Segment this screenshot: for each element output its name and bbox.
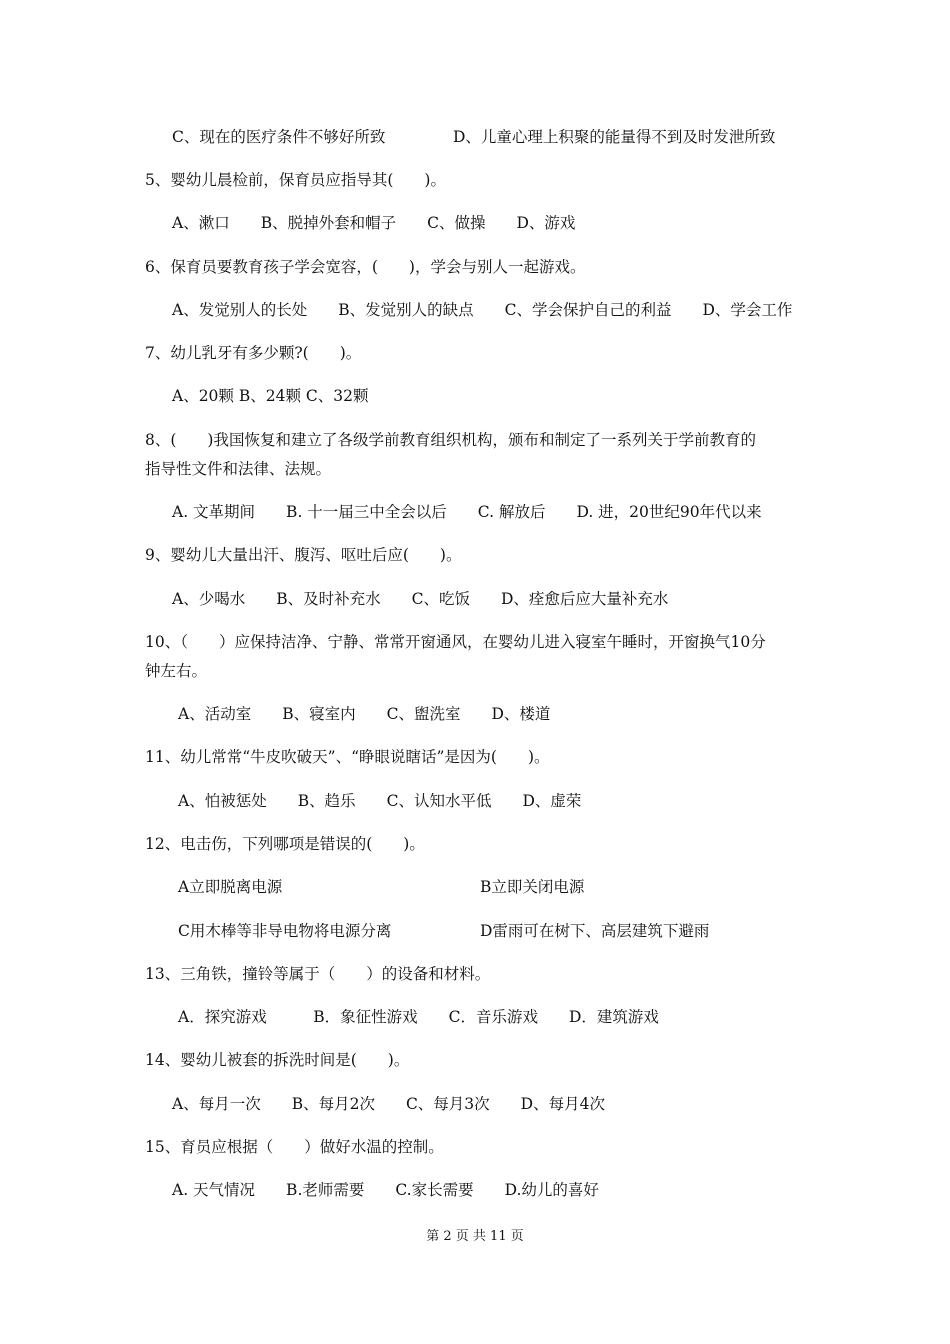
- q10-options: A、活动室 B、寝室内 C、盥洗室 D、楼道: [178, 705, 551, 723]
- question-8: 8、( )我国恢复和建立了各级学前教育组织机构，颁布和制定了一系列关于学前教育的: [145, 431, 756, 449]
- q4-option-d: D、儿童心理上积聚的能量得不到及时发泄所致: [453, 128, 776, 146]
- q14-options: A、每月一次 B、每月2次 C、每月3次 D、每月4次: [172, 1095, 605, 1113]
- page-footer: 第 2 页 共 11 页: [426, 1229, 524, 1244]
- q15-options: A. 天气情况 B.老师需要 C.家长需要 D.幼儿的喜好: [172, 1181, 599, 1199]
- q5-options: A、漱口 B、脱掉外套和帽子 C、做操 D、游戏: [172, 214, 576, 232]
- q12-option-d: D雷雨可在树下、高层建筑下避雨: [480, 922, 710, 940]
- q4-option-c: C、现在的医疗条件不够好所致: [172, 128, 386, 146]
- question-11: 11、幼儿常常“牛皮吹破天”、“睁眼说瞎话”是因为( )。: [145, 748, 550, 766]
- question-7: 7、幼儿乳牙有多少颗?( )。: [145, 344, 362, 362]
- q8-options: A. 文革期间 B. 十一届三中全会以后 C. 解放后 D. 进，20世纪90年代以来: [172, 503, 762, 521]
- q12-option-c: C用木棒等非导电物将电源分离: [178, 922, 392, 940]
- q12-option-a: A立即脱离电源: [178, 878, 283, 896]
- q13-options: A．探究游戏 B．象征性游戏 C．音乐游戏 D．建筑游戏: [178, 1008, 659, 1026]
- q6-options: A、发觉别人的长处 B、发觉别人的缺点 C、学会保护自己的利益 D、学会工作: [172, 301, 793, 319]
- question-9: 9、婴幼儿大量出汗、腹泻、呕吐后应( )。: [145, 546, 462, 564]
- q7-options: A、20颗 B、24颗 C、32颗: [172, 387, 369, 405]
- q12-option-b: B立即关闭电源: [480, 878, 585, 896]
- question-13: 13、三角铁，撞铃等属于（ ）的设备和材料。: [145, 965, 491, 983]
- question-14: 14、婴幼儿被套的拆洗时间是( )。: [145, 1051, 410, 1069]
- question-8-cont: 指导性文件和法律、法规。: [145, 460, 332, 478]
- question-12: 12、电击伤，下列哪项是错误的( )。: [145, 835, 425, 853]
- question-10: 10、（ ）应保持洁净、宁静、常常开窗通风，在婴幼儿进入寝室午睡时，开窗换气10分: [145, 633, 766, 651]
- question-6: 6、保育员要教育孩子学会宽容，( )，学会与别人一起游戏。: [145, 258, 586, 276]
- question-10-cont: 钟左右。: [145, 662, 208, 680]
- q9-options: A、少喝水 B、及时补充水 C、吃饭 D、痊愈后应大量补充水: [172, 590, 669, 608]
- question-15: 15、育员应根据（ ）做好水温的控制。: [145, 1138, 444, 1156]
- question-5: 5、婴幼儿晨检前，保育员应指导其( )。: [145, 171, 446, 189]
- q11-options: A、怕被惩处 B、趋乐 C、认知水平低 D、虚荣: [178, 792, 582, 810]
